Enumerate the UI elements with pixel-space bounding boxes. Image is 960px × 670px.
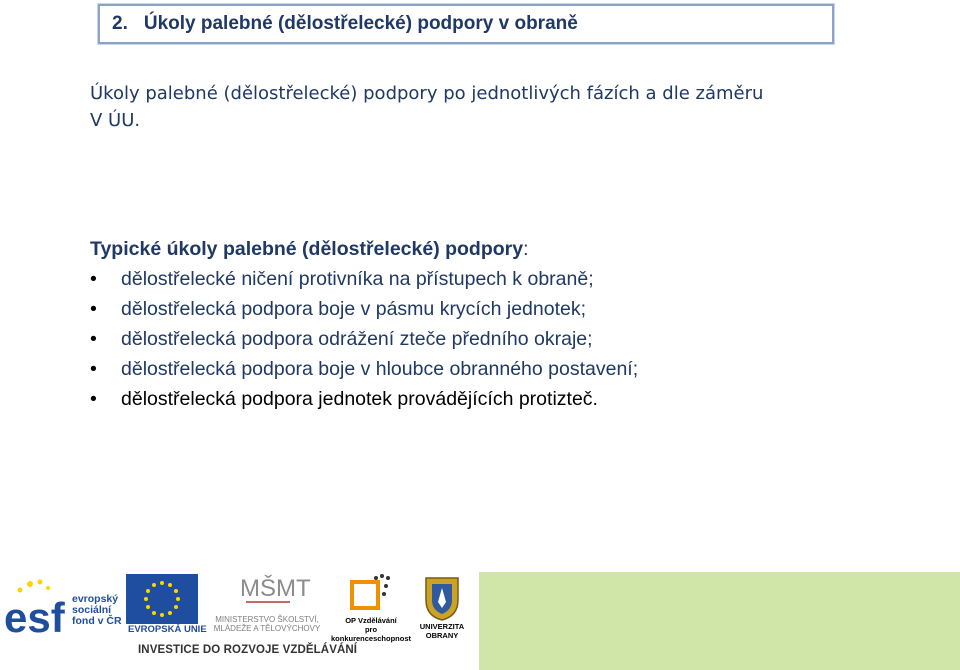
typical-tasks-heading-line xyxy=(90,234,910,264)
esf-caption-line: evropský xyxy=(72,593,119,605)
esf-wordmark: esf xyxy=(4,594,65,641)
esf-caption xyxy=(72,594,122,627)
typical-tasks-section xyxy=(90,234,910,414)
unob-caption xyxy=(418,622,466,640)
investment-slogan: INVESTICE DO ROZVOJE VZDĚLÁVÁNÍ xyxy=(138,644,358,656)
slide-title-box xyxy=(98,4,834,44)
op-caption-line: OP Vzdělávání xyxy=(345,616,397,625)
esf-caption-line: fond v ČR xyxy=(72,615,122,627)
msmt-caption-line: MINISTERSTVO ŠKOLSTVÍ, xyxy=(215,615,319,624)
eu-flag-icon xyxy=(126,574,198,624)
intro-paragraph xyxy=(90,80,860,134)
slide-title: Úkoly palebné (dělostřelecké) podpory v obraně xyxy=(143,13,578,34)
intro-line-2: V ÚU. xyxy=(90,110,141,131)
eu-label: EVROPSKÁ UNIE xyxy=(128,624,207,635)
title-number: 2. xyxy=(112,13,128,34)
list-item: • dělostřelecká podpora jednotek provádějících protizteč. xyxy=(90,384,910,414)
list-item: • dělostřelecké ničení protivníka na přístupech k obraně; xyxy=(90,264,910,294)
unob-caption-line: OBRANY xyxy=(425,631,459,640)
heading-colon: : xyxy=(523,238,529,260)
msmt-caption-line: MLÁDEŽE A TĚLOVÝCHOVY xyxy=(213,624,321,633)
tasks-list xyxy=(90,264,910,414)
esf-caption-line: sociální xyxy=(72,604,112,616)
list-item: • dělostřelecká podpora odrážení zteče předního okraje; xyxy=(90,324,910,354)
msmt-logo-icon xyxy=(238,572,311,620)
typical-tasks-heading: Typické úkoly palebné (dělostřelecké) podpory xyxy=(90,238,524,260)
list-item: • dělostřelecká podpora boje v pásmu krycích jednotek; xyxy=(90,294,910,324)
university-crest-icon xyxy=(422,574,462,622)
footer-green-band xyxy=(479,572,960,670)
msmt-caption xyxy=(207,615,327,633)
op-caption xyxy=(330,616,412,643)
footer-logo-strip xyxy=(0,568,960,670)
intro-line-1: Úkoly palebné (dělostřelecké) podpory po jednotlivých fázích a dle záměru xyxy=(90,83,764,104)
list-item: • dělostřelecká podpora boje v hloubce obranného postavení; xyxy=(90,354,910,384)
op-caption-line: pro konkurenceschopnost xyxy=(330,625,412,643)
unob-caption-line: UNIVERZITA xyxy=(419,622,465,631)
op-logo-icon xyxy=(346,572,394,616)
msmt-wordmark: MŠMT xyxy=(240,575,311,602)
